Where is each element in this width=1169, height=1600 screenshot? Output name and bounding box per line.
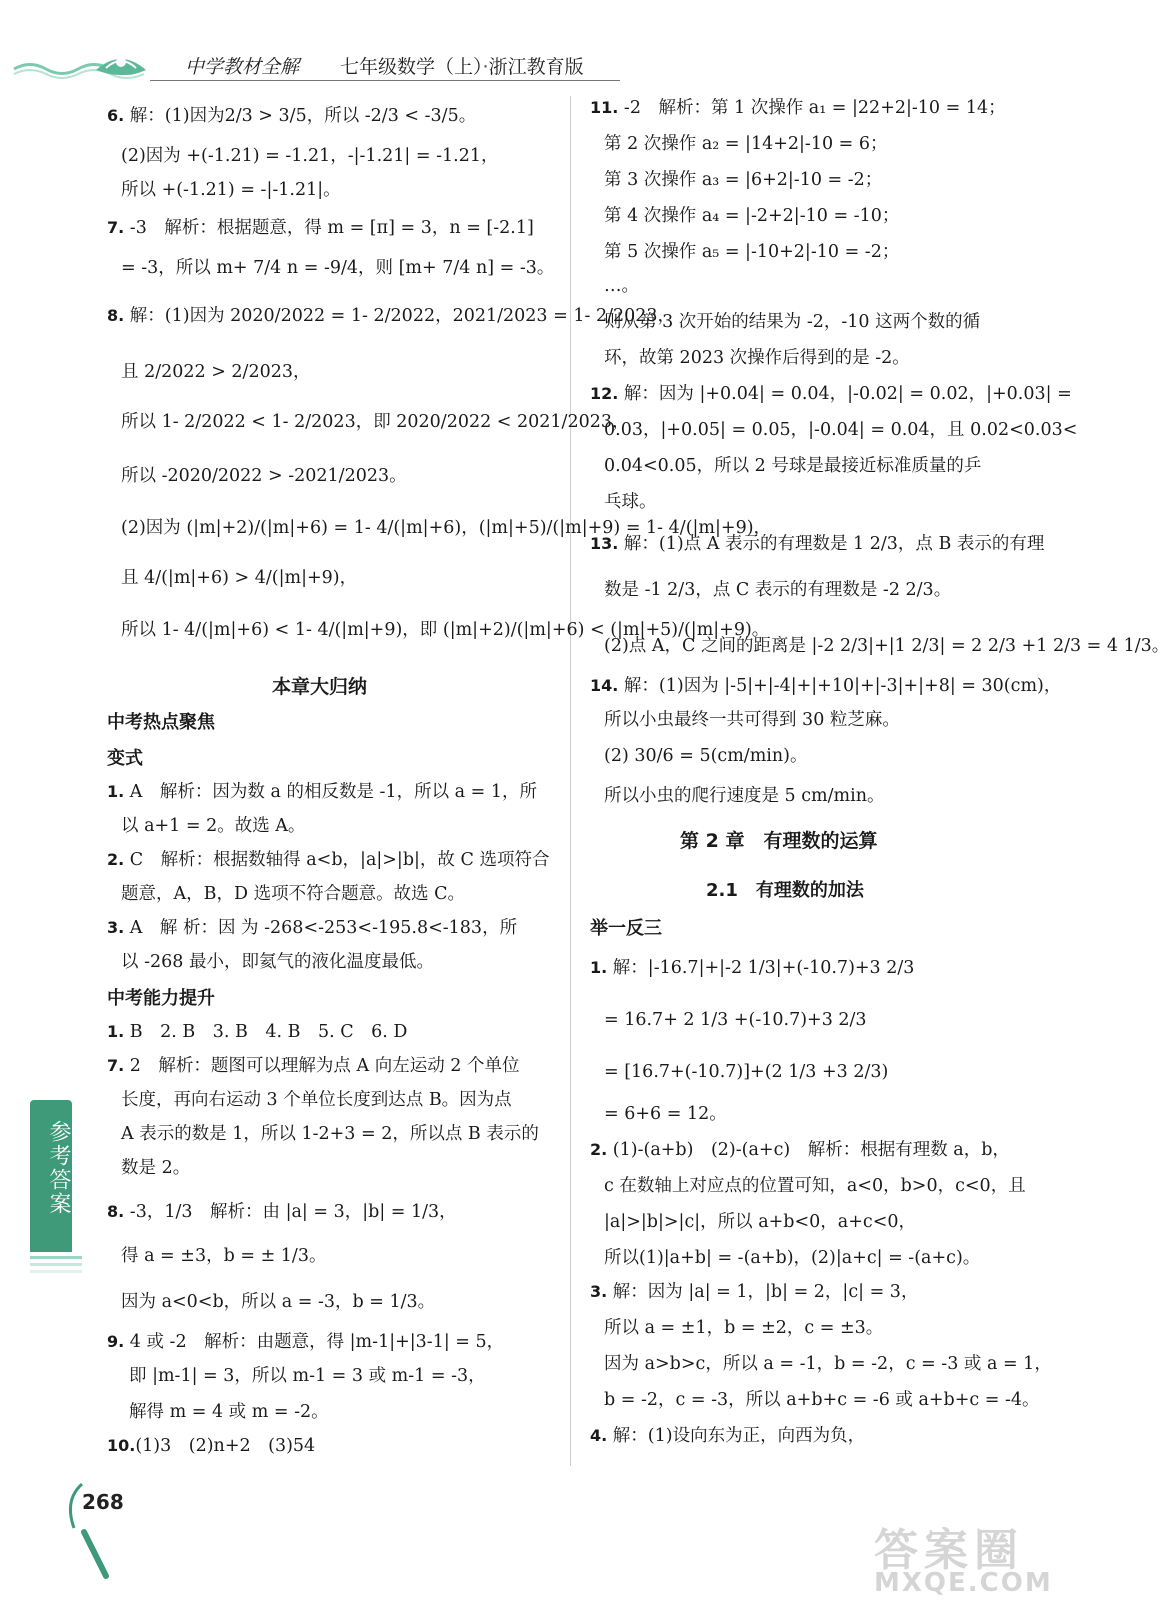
answer-line: 长度，再向右运动 3 个单位长度到达点 B。因为点 [121,1090,512,1110]
answer-line: 则从第 3 次开始的结果为 -2，-10 这两个数的循 [604,312,981,332]
answer-line: b = -2，c = -3，所以 a+b+c = -6 或 a+b+c = -4。 [604,1390,1040,1410]
answer-line: 得 a = ±3，b = ± 1/3。 [121,1246,327,1266]
watermark-en: MXQE.COM [874,1568,1053,1598]
answer-line: 所以 a = ±1，b = ±2，c = ±3。 [604,1318,884,1338]
answer-line: 13. 解：(1)点 A 表示的有理数是 1 2/3，点 B 表示的有理 [590,534,1045,554]
side-tab-stripes [30,1254,82,1276]
subject: 七年级数学（上） [340,56,483,78]
answer-line: 所以(1)|a+b| = -(a+b)，(2)|a+c| = -(a+c)。 [604,1248,981,1268]
answer-line: (2)因为 +(-1.21) = -1.21，-|-1.21| = -1.21， [121,146,499,166]
answer-line: (2)点 A，C 之间的距离是 |-2 2/3|+|1 2/3| = 2 2/3 +1 2/3 = 4 1/3。 [604,636,1169,656]
answer-line: 所以 +(-1.21) = -|-1.21|。 [121,180,341,200]
answer-line: 12. 解：因为 |+0.04| = 0.04，|-0.02| = 0.02，|+0.03| = [590,384,1072,404]
answer-line: 题意，A，B，D 选项不符合题意。故选 C。 [121,884,466,904]
page-number: 268 [82,1490,124,1514]
answer-line: 8. 解：(1)因为 2020/2022 = 1- 2/2022，2021/2023 = 1- 2/2023， [107,306,676,326]
column-divider [570,96,571,1466]
answer-line: 14. 解：(1)因为 |-5|+|-4|+|+10|+|-3|+|+8| = 30(cm)， [590,676,1062,696]
answer-line: 4. 解：(1)设向东为正，向西为负， [590,1426,866,1446]
answer-line: = -3，所以 m+ 7/4 n = -9/4，则 [m+ 7/4 n] = -3。 [121,258,555,278]
subject-line [340,52,584,79]
answer-line: 以 -268 最小，即氦气的液化温度最低。 [121,952,434,972]
answer-line: 第 2 次操作 a₂ = |14+2|-10 = 6； [604,134,888,154]
section-heading: 变式 [107,748,143,769]
side-tab-label: 参考答案 [46,1120,71,1216]
answer-line: 数是 -1 2/3，点 C 表示的有理数是 -2 2/3。 [604,580,952,600]
answer-line: = [16.7+(-10.7)]+(2 1/3 +3 2/3) [604,1062,889,1082]
answer-line: 8. -3，1/3 解析：由 |a| = 3，|b| = 1/3， [107,1202,457,1222]
answer-line: 即 |m-1| = 3，所以 m-1 = 3 或 m-1 = -3， [129,1366,486,1386]
header-rule [150,80,620,81]
answer-line: 6. 解：(1)因为2/3 > 3/5，所以 -2/3 < -3/5。 [107,106,477,126]
answer-line: c 在数轴上对应点的位置可知，a<0，b>0，c<0，且 [604,1176,1026,1196]
answer-line: = 16.7+ 2 1/3 +(-10.7)+3 2/3 [604,1010,867,1030]
answer-line: 第 3 次操作 a₃ = |6+2|-10 = -2； [604,170,883,190]
answer-line: 所以 1- 4/(|m|+6) < 1- 4/(|m|+9)，即 (|m|+2)/(|m|+6) < (|m|+5)/(|m|+9)。 [121,620,770,640]
page-header [0,38,640,86]
publisher: 浙江教育版 [488,56,584,78]
book-logo-icon [90,42,152,82]
watermark [840,1512,1070,1598]
answer-line: 11. -2 解析：第 1 次操作 a₁ = |22+2|-10 = 14； [590,98,1006,118]
answer-line: 第 4 次操作 a₄ = |-2+2|-10 = -10； [604,206,900,226]
answer-line: |a|>|b|>|c|，所以 a+b<0，a+c<0， [604,1212,916,1232]
watermark-cn: 答案圈 [874,1525,1024,1576]
section-heading: 举一反三 [590,918,662,939]
answer-line: 2. C 解析：根据数轴得 a<b，|a|>|b|，故 C 选项符合 [107,850,550,870]
answer-line: 3. 解：因为 |a| = 1，|b| = 2，|c| = 3， [590,1282,919,1302]
chapter-title: 第 2 章 有理数的运算 [680,830,878,852]
answer-line: 3. A 解 析：因 为 -268<-253<-195.8<-183，所 [107,918,518,938]
answer-line: 环，故第 2023 次操作后得到的是 -2。 [604,348,910,368]
answer-line: 1. B 2. B 3. B 4. B 5. C 6. D [107,1022,408,1042]
section-heading: 中考热点聚焦 [107,712,215,733]
answer-line: …。 [604,276,639,296]
answer-line: 7. -3 解析：根据题意，得 m = [π] = 3，n = [-2.1] [107,218,534,238]
answer-line: 因为 a>b>c，所以 a = -1，b = -2，c = -3 或 a = 1， [604,1354,1052,1374]
answer-line: 2. (1)-(a+b) (2)-(a+c) 解析：根据有理数 a，b， [590,1140,1010,1160]
answer-line: = 6+6 = 12。 [604,1104,727,1124]
answer-line: 10.(1)3 (2)n+2 (3)54 [107,1436,316,1456]
answer-line: 所以小虫最终一共可得到 30 粒芝麻。 [604,710,900,730]
section-title: 2.1 有理数的加法 [706,880,864,901]
answer-line: 且 2/2022 > 2/2023， [121,362,311,382]
answer-line: 0.04<0.05，所以 2 号球是最接近标准质量的乒 [604,456,982,476]
answer-line: 1. 解：|-16.7|+|-2 1/3|+(-10.7)+3 2/3 [590,958,915,978]
section-title: 本章大归纳 [272,676,368,698]
answer-line: (2) 30/6 = 5(cm/min)。 [604,746,808,766]
answer-line: (2)因为 (|m|+2)/(|m|+6) = 1- 4/(|m|+6)，(|m|+5)/(|m|+9) = 1- 4/(|m|+9)， [121,518,772,538]
answer-line: 0.03，|+0.05| = 0.05，|-0.04| = 0.04，且 0.02<0.03< [604,420,1078,440]
answer-line: 9. 4 或 -2 解析：由题意，得 |m-1|+|3-1| = 5， [107,1332,505,1352]
answer-line: 解得 m = 4 或 m = -2。 [129,1402,329,1422]
book-title: 中学教材全解 [185,56,300,78]
answer-line: 1. A 解析：因为数 a 的相反数是 -1，所以 a = 1，所 [107,782,538,802]
answer-line: 乓球。 [604,492,657,512]
answer-line: 所以 -2020/2022 > -2021/2023。 [121,466,407,486]
answer-line: 7. 2 解析：题图可以理解为点 A 向左运动 2 个单位 [107,1056,520,1076]
answer-line: A 表示的数是 1，所以 1-2+3 = 2，所以点 B 表示的 [121,1124,539,1144]
answer-line: 以 a+1 = 2。故选 A。 [121,816,306,836]
answer-line: 所以小虫的爬行速度是 5 cm/min。 [604,786,885,806]
answer-line: 第 5 次操作 a₅ = |-10+2|-10 = -2； [604,242,900,262]
answer-line: 数是 2。 [121,1158,191,1178]
answer-line: 且 4/(|m|+6) > 4/(|m|+9)， [121,568,358,588]
reference-answer-tab[interactable] [30,1100,72,1252]
answer-line: 所以 1- 2/2022 < 1- 2/2023，即 2020/2022 < 2021/2023， [121,412,630,432]
section-heading: 中考能力提升 [107,988,215,1009]
answer-line: 因为 a<0<b，所以 a = -3，b = 1/3。 [121,1292,436,1312]
header-separator: · [482,56,489,78]
